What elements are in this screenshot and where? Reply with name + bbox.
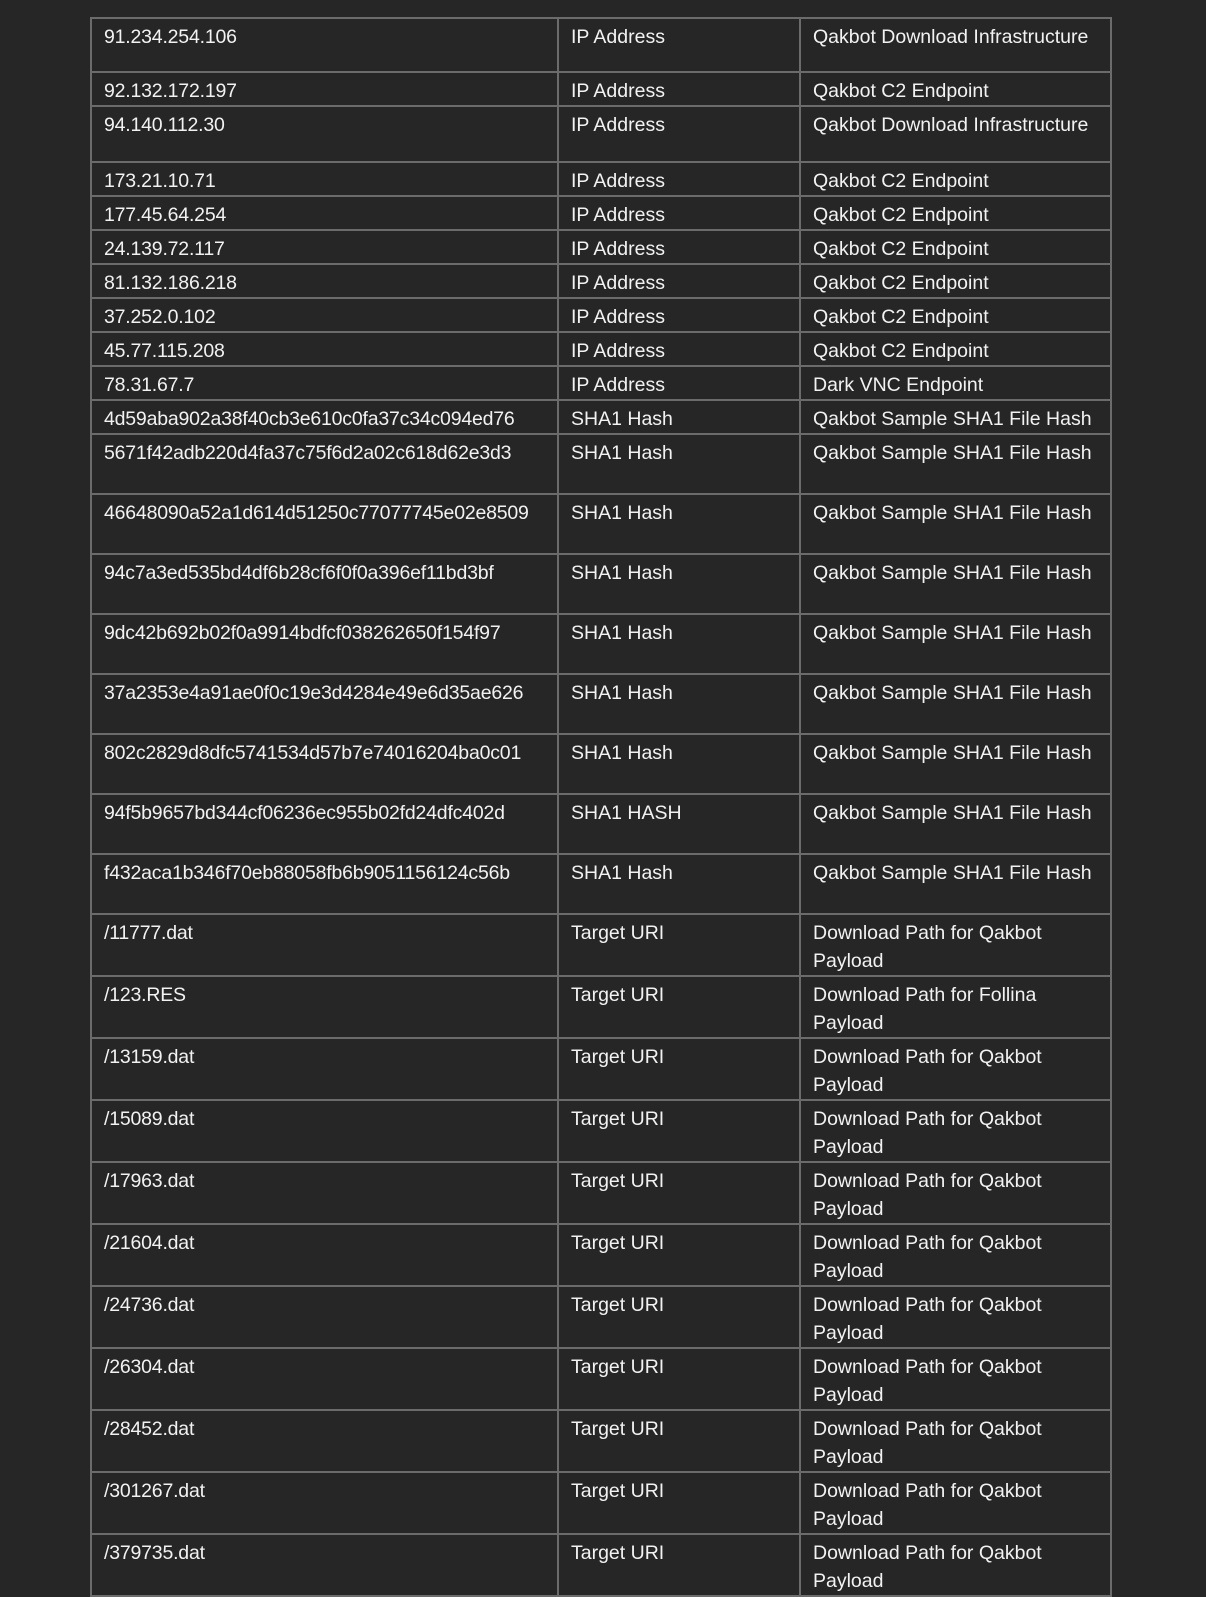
type-cell: IP Address: [558, 196, 800, 230]
description-cell: Download Path for Qakbot Payload: [800, 1038, 1111, 1100]
description-cell: Download Path for Qakbot Payload: [800, 1348, 1111, 1410]
type-cell: Target URI: [558, 1534, 800, 1596]
table-row: [91, 1286, 1111, 1348]
indicator-cell: f432aca1b346f70eb88058fb6b9051156124c56b: [91, 854, 558, 914]
indicator-cell: 177.45.64.254: [91, 196, 558, 230]
type-cell: IP Address: [558, 230, 800, 264]
indicator-cell: 92.132.172.197: [91, 72, 558, 106]
type-cell: IP Address: [558, 366, 800, 400]
table-row: [91, 1534, 1111, 1596]
type-cell: SHA1 Hash: [558, 674, 800, 734]
table-row: [91, 1224, 1111, 1286]
indicator-cell: /13159.dat: [91, 1038, 558, 1100]
indicator-cell: /17963.dat: [91, 1162, 558, 1224]
type-cell: Target URI: [558, 976, 800, 1038]
indicator-cell: /28452.dat: [91, 1410, 558, 1472]
description-cell: Dark VNC Endpoint: [800, 366, 1111, 400]
type-cell: SHA1 Hash: [558, 494, 800, 554]
description-cell: Qakbot Sample SHA1 File Hash: [800, 494, 1111, 554]
indicator-cell: 802c2829d8dfc5741534d57b7e74016204ba0c01: [91, 734, 558, 794]
table-row: [91, 1410, 1111, 1472]
description-cell: Qakbot Download Infrastructure: [800, 106, 1111, 162]
table-row: [91, 1100, 1111, 1162]
type-cell: SHA1 Hash: [558, 614, 800, 674]
indicator-cell: 37.252.0.102: [91, 298, 558, 332]
description-cell: Download Path for Qakbot Payload: [800, 914, 1111, 976]
type-cell: SHA1 Hash: [558, 554, 800, 614]
type-cell: Target URI: [558, 1038, 800, 1100]
indicator-cell: 173.21.10.71: [91, 162, 558, 196]
table-row: [91, 18, 1111, 72]
table-row: [91, 230, 1111, 264]
type-cell: Target URI: [558, 1100, 800, 1162]
table-row: [91, 734, 1111, 794]
type-cell: IP Address: [558, 162, 800, 196]
table-row: [91, 106, 1111, 162]
indicator-cell: /301267.dat: [91, 1472, 558, 1534]
description-cell: Download Path for Qakbot Payload: [800, 1410, 1111, 1472]
indicator-cell: /26304.dat: [91, 1348, 558, 1410]
type-cell: IP Address: [558, 332, 800, 366]
description-cell: Qakbot Sample SHA1 File Hash: [800, 794, 1111, 854]
description-cell: Download Path for Qakbot Payload: [800, 1100, 1111, 1162]
type-cell: SHA1 Hash: [558, 734, 800, 794]
indicator-cell: /15089.dat: [91, 1100, 558, 1162]
indicator-cell: 94c7a3ed535bd4df6b28cf6f0f0a396ef11bd3bf: [91, 554, 558, 614]
type-cell: IP Address: [558, 106, 800, 162]
indicator-cell: /21604.dat: [91, 1224, 558, 1286]
description-cell: Download Path for Qakbot Payload: [800, 1224, 1111, 1286]
indicator-cell: 78.31.67.7: [91, 366, 558, 400]
ioc-table: [90, 17, 1112, 1597]
description-cell: Qakbot Sample SHA1 File Hash: [800, 734, 1111, 794]
table-row: [91, 1162, 1111, 1224]
type-cell: IP Address: [558, 298, 800, 332]
table-row: [91, 162, 1111, 196]
type-cell: SHA1 Hash: [558, 400, 800, 434]
indicator-cell: 81.132.186.218: [91, 264, 558, 298]
indicator-cell: 5671f42adb220d4fa37c75f6d2a02c618d62e3d3: [91, 434, 558, 494]
indicator-cell: 91.234.254.106: [91, 18, 558, 72]
table-row: [91, 1348, 1111, 1410]
indicator-cell: 45.77.115.208: [91, 332, 558, 366]
indicator-cell: 94.140.112.30: [91, 106, 558, 162]
table-row: [91, 794, 1111, 854]
description-cell: Qakbot Sample SHA1 File Hash: [800, 554, 1111, 614]
description-cell: Qakbot C2 Endpoint: [800, 162, 1111, 196]
description-cell: Qakbot C2 Endpoint: [800, 298, 1111, 332]
description-cell: Qakbot C2 Endpoint: [800, 332, 1111, 366]
table-row: [91, 298, 1111, 332]
indicator-cell: 24.139.72.117: [91, 230, 558, 264]
type-cell: Target URI: [558, 1348, 800, 1410]
type-cell: IP Address: [558, 72, 800, 106]
table-row: [91, 366, 1111, 400]
type-cell: SHA1 HASH: [558, 794, 800, 854]
description-cell: Download Path for Qakbot Payload: [800, 1162, 1111, 1224]
type-cell: SHA1 Hash: [558, 434, 800, 494]
description-cell: Qakbot C2 Endpoint: [800, 196, 1111, 230]
description-cell: Download Path for Qakbot Payload: [800, 1286, 1111, 1348]
description-cell: Qakbot C2 Endpoint: [800, 264, 1111, 298]
indicator-cell: 9dc42b692b02f0a9914bdfcf038262650f154f97: [91, 614, 558, 674]
indicator-cell: 46648090a52a1d614d51250c77077745e02e8509: [91, 494, 558, 554]
table-row: [91, 1472, 1111, 1534]
indicator-cell: /379735.dat: [91, 1534, 558, 1596]
description-cell: Qakbot Sample SHA1 File Hash: [800, 854, 1111, 914]
type-cell: IP Address: [558, 18, 800, 72]
table-row: [91, 554, 1111, 614]
description-cell: Qakbot Download Infrastructure: [800, 18, 1111, 72]
table-row: [91, 976, 1111, 1038]
table-row: [91, 196, 1111, 230]
indicator-cell: 37a2353e4a91ae0f0c19e3d4284e49e6d35ae626: [91, 674, 558, 734]
description-cell: Qakbot C2 Endpoint: [800, 230, 1111, 264]
type-cell: IP Address: [558, 264, 800, 298]
indicator-cell: 4d59aba902a38f40cb3e610c0fa37c34c094ed76: [91, 400, 558, 434]
table-row: [91, 264, 1111, 298]
type-cell: Target URI: [558, 914, 800, 976]
table-row: [91, 614, 1111, 674]
table-row: [91, 434, 1111, 494]
description-cell: Download Path for Qakbot Payload: [800, 1534, 1111, 1596]
type-cell: Target URI: [558, 1224, 800, 1286]
table-row: [91, 1038, 1111, 1100]
indicator-cell: /24736.dat: [91, 1286, 558, 1348]
description-cell: Qakbot Sample SHA1 File Hash: [800, 400, 1111, 434]
description-cell: Qakbot Sample SHA1 File Hash: [800, 434, 1111, 494]
ioc-table-body: [91, 18, 1111, 1596]
description-cell: Qakbot Sample SHA1 File Hash: [800, 674, 1111, 734]
type-cell: Target URI: [558, 1472, 800, 1534]
description-cell: Qakbot C2 Endpoint: [800, 72, 1111, 106]
indicator-cell: 94f5b9657bd344cf06236ec955b02fd24dfc402d: [91, 794, 558, 854]
indicator-cell: /11777.dat: [91, 914, 558, 976]
table-row: [91, 854, 1111, 914]
description-cell: Download Path for Follina Payload: [800, 976, 1111, 1038]
table-row: [91, 332, 1111, 366]
table-row: [91, 914, 1111, 976]
description-cell: Qakbot Sample SHA1 File Hash: [800, 614, 1111, 674]
table-row: [91, 494, 1111, 554]
type-cell: SHA1 Hash: [558, 854, 800, 914]
indicator-cell: /123.RES: [91, 976, 558, 1038]
type-cell: Target URI: [558, 1286, 800, 1348]
type-cell: Target URI: [558, 1162, 800, 1224]
table-row: [91, 72, 1111, 106]
type-cell: Target URI: [558, 1410, 800, 1472]
description-cell: Download Path for Qakbot Payload: [800, 1472, 1111, 1534]
table-row: [91, 674, 1111, 734]
table-row: [91, 400, 1111, 434]
